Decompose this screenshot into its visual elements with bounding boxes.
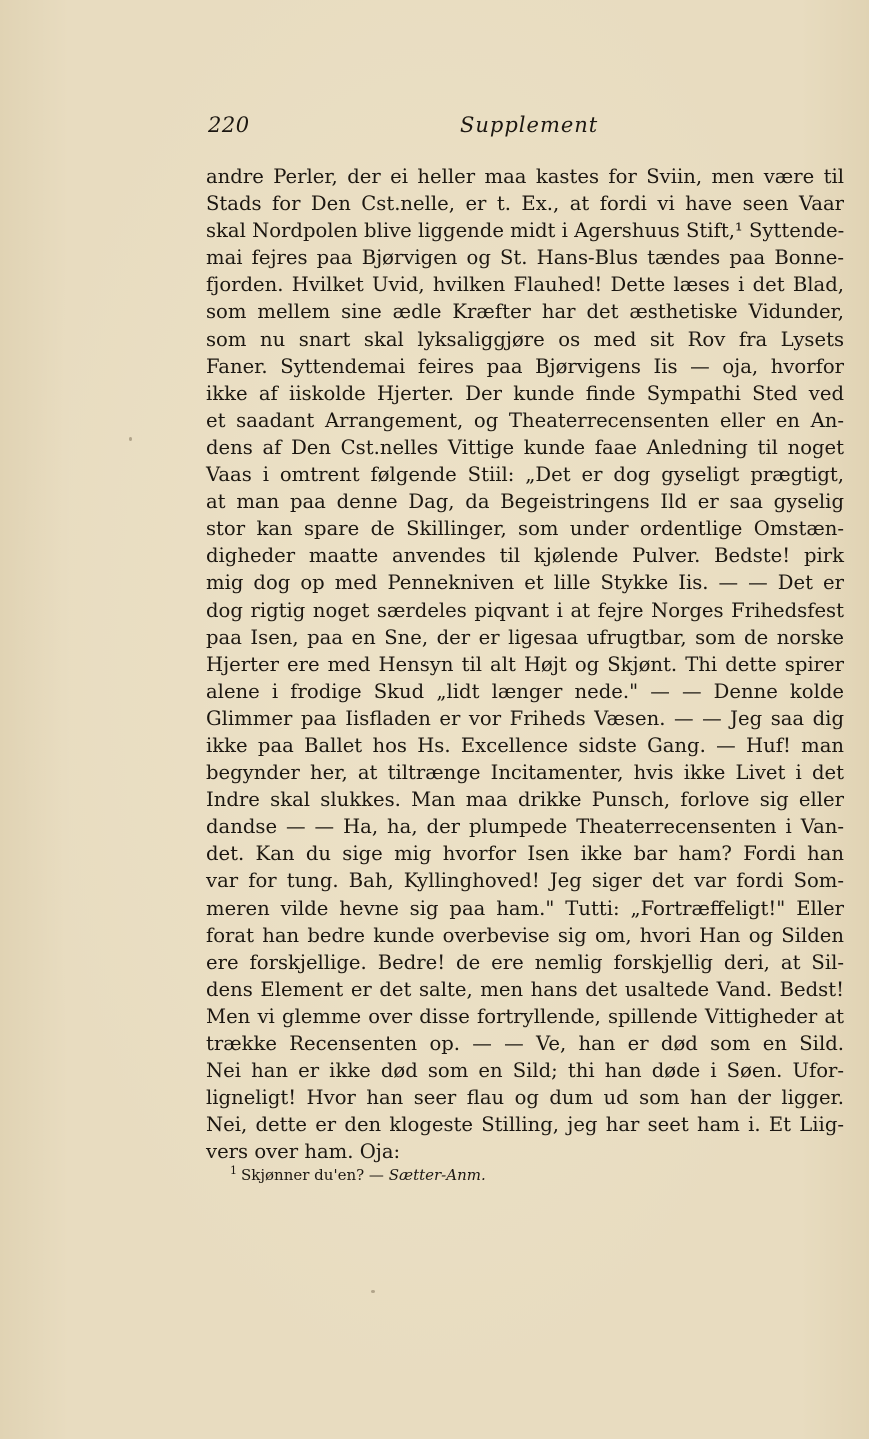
text-line: som mellem sine ædle Kræfter har det æsthetiske Vidunder, <box>206 300 844 324</box>
text-line: vers over ham. Oja: <box>206 1140 401 1164</box>
text-line: stor kan spare de Skillinger, som under ordentlige Omstæn- <box>206 517 844 541</box>
text-line: skal Nordpolen blive liggende midt i Agershuus Stift,¹ Syttende- <box>206 219 845 243</box>
text-line: trække Recensenten op. — — Ve, han er død som en Sild. <box>206 1032 844 1055</box>
text-line: dens af Den Cst.nelles Vittige kunde faae Anledning til noget <box>206 435 844 459</box>
text-line: ikke paa Ballet hos Hs. Excellence sidste Gang. — Huf! man <box>206 733 844 757</box>
paper-speck <box>371 1290 375 1293</box>
page-number: 220 <box>208 113 250 137</box>
text-line: Hjerter ere med Hensyn til alt Højt og Skjønt. Thi dette spirer <box>206 652 844 676</box>
text-line: dandse — — Ha, ha, der plumpede Theaterrecensenten i Van- <box>206 815 844 839</box>
footnote <box>230 1160 486 1186</box>
paper-speck <box>129 437 132 441</box>
text-line: ligneligt! Hvor han seer flau og dum ud som han der ligger. <box>206 1086 844 1110</box>
text-line: forat han bedre kunde overbevise sig om, hvori Han og Silden <box>206 923 844 947</box>
running-head: Supplement <box>460 113 599 137</box>
text-line: Men vi glemme over disse fortryllende, spillende Vittigheder at <box>206 1004 844 1028</box>
text-line: Glimmer paa Iisfladen er vor Friheds Væsen. — — Jeg saa dig <box>206 706 844 730</box>
text-line: dog rigtig noget særdeles piqvant i at fejre Norges Frihedsfest <box>206 598 844 622</box>
text-line: det. Kan du sige mig hvorfor Isen ikke bar ham? Fordi han <box>206 842 844 866</box>
text-line: alene i frodige Skud „lidt længer nede." — — Denne kolde <box>206 679 844 703</box>
footnote-mark: 1 <box>230 1164 237 1177</box>
footnote-author: Sætter-Anm. <box>388 1166 486 1184</box>
text-line: ere forskjellige. Bedre! de ere nemlig forskjellig deri, at Sil- <box>206 950 844 974</box>
text-line: et saadant Arrangement, og Theaterrecensenten eller en An- <box>206 408 844 432</box>
text-line: dens Element er det salte, men hans det usaltede Vand. Bedst! <box>206 977 844 1001</box>
text-line: Stads for Den Cst.nelle, er t. Ex., at fordi vi have seen Vaar <box>206 192 844 216</box>
text-line: andre Perler, der ei heller maa kastes for Sviin, men være til <box>206 165 844 188</box>
text-line: mig dog op med Pennekniven et lille Stykke Iis. — — Det er <box>206 571 844 595</box>
text-line: Nei, dette er den klogeste Stilling, jeg har seet ham i. Et Liig- <box>206 1113 844 1137</box>
body-text <box>206 163 844 1165</box>
page-header <box>208 113 843 143</box>
text-line: Nei han er ikke død som en Sild; thi han døde i Søen. Ufor- <box>206 1059 844 1083</box>
text-line: mai fejres paa Bjørvigen og St. Hans-Blus tændes paa Bonne- <box>206 246 844 270</box>
footnote-text: Skjønner du'en? — <box>241 1166 389 1184</box>
text-line: ikke af iiskolde Hjerter. Der kunde finde Sympathi Sted ved <box>206 381 844 405</box>
text-line: begynder her, at tiltrænge Incitamenter, hvis ikke Livet i det <box>206 761 844 785</box>
text-line: Indre skal slukkes. Man maa drikke Punsch, forlove sig eller <box>206 788 844 812</box>
text-line: fjorden. Hvilket Uvid, hvilken Flauhed! Dette læses i det Blad, <box>206 273 844 297</box>
text-line: som nu snart skal lyksaliggjøre os med sit Rov fra Lysets <box>206 327 844 351</box>
text-line: at man paa denne Dag, da Begeistringens Ild er saa gyselig <box>206 490 844 514</box>
text-line: digheder maatte anvendes til kjølende Pulver. Bedste! pirk <box>206 544 844 568</box>
text-line: Faner. Syttendemai feires paa Bjørvigens Iis — oja, hvorfor <box>206 354 844 378</box>
text-line: var for tung. Bah, Kyllinghoved! Jeg siger det var fordi Som- <box>206 869 844 893</box>
text-line: meren vilde hevne sig paa ham." Tutti: „Fortræffeligt!" Eller <box>206 896 844 920</box>
text-line: Vaas i omtrent følgende Stiil: „Det er dog gyseligt prægtigt, <box>206 463 844 487</box>
text-line: paa Isen, paa en Sne, der er ligesaa ufrugtbar, som de norske <box>206 625 844 649</box>
